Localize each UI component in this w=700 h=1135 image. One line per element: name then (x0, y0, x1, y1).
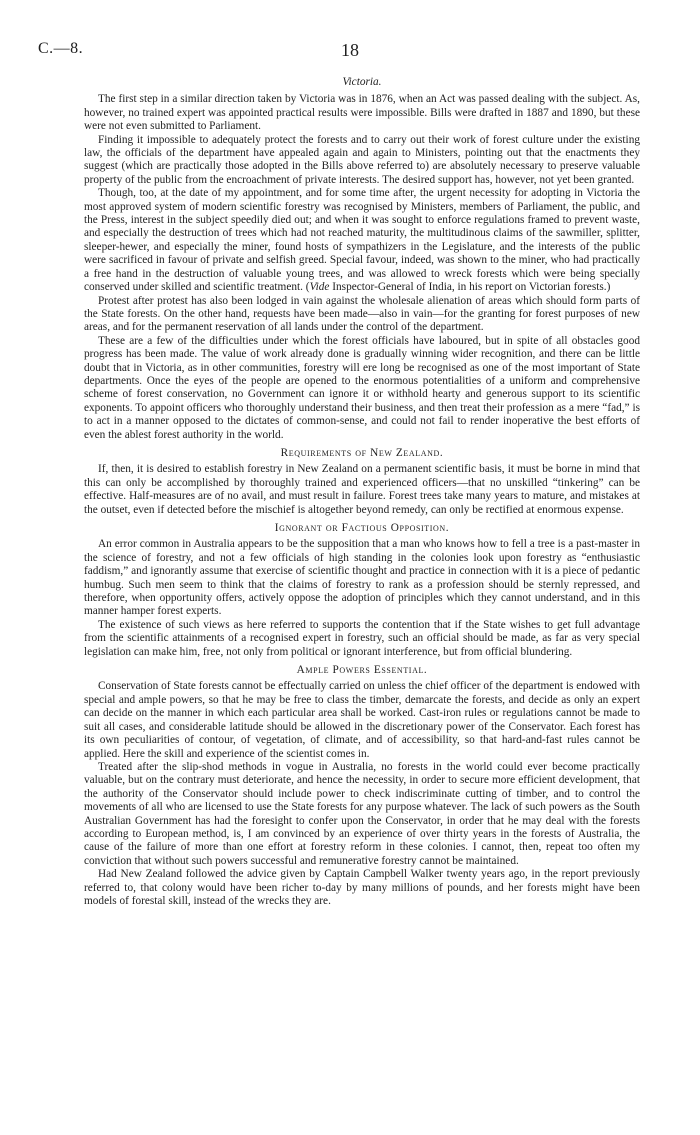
paragraph: Finding it impossible to adequately protect the forests and to carry out their work of forest culture under the existing law, the officials of the department have appealed again and again to Ministers, pointing out that the enactments they suggest (which are practically those adopted in the Bills above referred to) are absolutely necessary to preserve valuable property of the public from the encroachment of private interests. The desired support has, however, not yet been granted. (84, 133, 640, 186)
section-heading-ample-powers: Ample Powers Essential. (296, 664, 428, 677)
paragraph: The existence of such views as here referred to supports the contention that if the State wishes to get full advantage from the scientific attainments of a recognised expert in forestry, such an official should be made, as far as very special legislation can make him, free, not only from political or ignorant interference, but from official blundering. (84, 618, 640, 658)
paragraph: Treated after the slip-shod methods in vogue in Australia, no forests in the world could ever become practically valuable, but on the contrary must deteriorate, and hence the necessity, in order to secure more efficient development, that the authority of the Conservator should include power to check indiscriminate cutting of timber, and to control the movements of all who are licensed to use the State forests for any purpose whatever. The lack of such powers as the South Australian Government has had the foresight to confer upon the Conservator, in order that he may deal with the forests according to European method, is, I am convinced by an experience of over thirty years in the forests of Australia, the cause of the failure of more than one effort at forestry reform in these colonies. I cannot, then, repeat too often my conviction that without such powers successful and remunerative forestry cannot be maintained. (84, 760, 640, 867)
paragraph: Conservation of State forests cannot be effectually carried on unless the chief officer of the department is endowed with special and ample powers, so that he may be free to class the timber, demarcate the forests, and decide as only an expert can decide on the manner in which each particular area shall be worked. Cast-iron rules or regulations cannot be made to suit all cases, and considerable latitude should be allowed in the discretionary power of the Conservator. Each forest has its own peculiarities of contour, of vegetation, of climate, and of accessibility, so that hard-and-fast rules cannot be applied. Here the skill and experience of the scientist comes in. (84, 680, 640, 760)
paragraph: Protest after protest has also been lodged in vain against the wholesale alienation of areas which should form parts of the State forests. On the other hand, requests have been made—also in vain—for the granting for forest purposes of new areas, and for the permanent reservation of all lands under the control of the department. (84, 294, 640, 334)
paragraph: If, then, it is desired to establish forestry in New Zealand on a permanent scientific basis, it must be borne in mind that this can only be accomplished by thoroughly trained and experienced officers—that no unskilled “tinkering” can be effective. Half-measures are of no avail, and must result in failure. Forest trees take many years to mature, and mistakes at the outset, even if detected before the mischief is altogether beyond remedy, can only be rectified at enormous expense. (84, 463, 640, 516)
paragraph: These are a few of the difficulties under which the forest officials have laboured, but in spite of all obstacles good progress has been made. The value of work already done is gradually winning wider recognition, and there can be little doubt that in Victoria, as in other communities, forestry will ere long be recognised as one of the most important of State departments. Once the eyes of the people are opened to the enormous potentialities of a uniform and comprehensive scheme of forest conservation, no Government can ignore it or withhold hearty and generous support to its scientific exponents. To appoint officers who thoroughly understand their business, and then treat their profession as a mere “fad,” is to act in a manner opposed to the dictates of common-sense, and could not fail to render inoperative the best efforts of even the ablest forest authority in the world. (84, 334, 640, 441)
document-reference: C.—8. (38, 40, 84, 57)
section-heading-requirements: Requirements of New Zealand. (280, 446, 444, 459)
section-heading-opposition: Ignorant or Factious Opposition. (274, 522, 450, 534)
vide-italic: Vide (309, 281, 330, 294)
page-number: 18 (341, 40, 359, 60)
section-heading-victoria: Victoria. (342, 76, 382, 88)
paragraph-text: Though, too, at the date of my appointment, and for some time after, the urgent necessity for adopting in Victoria the most approved system of modern scientific forestry was recognised by Ministers, members of Parliament, the public, and the Press, interest in the subject speedily died out; and when it was sought to enforce regulations framed to prevent waste, and especially the destruction of trees which had not reached maturity, the multitudinous claims of the sawmiller, splitter, sleeper-hewer, and especially the miner, found hosts of sympathizers in the Legislature, and the interests of the public were sacrificed in favour of private and selfish greed. Special favour, indeed, was shown to the miner, who had practically a free hand in the destruction of valuable young trees, and was allowed to wreck forests which were being specially conserved under skilled and scientific treatment. (84, 187, 640, 294)
vide-note: (Vide Inspector-General of India, in his report on Victorian forests.) (305, 281, 611, 294)
paragraph: An error common in Australia appears to be the supposition that a man who knows how to fell a tree is a past-master in the science of forestry, and not a few officials of high standing in the colonies look upon forestry as “enthusiastic faddism,” and ignorantly assume that exercise of scientific thought and practice in connection with it is a piece of pedantic humbug. Such men seem to think that the claims of forestry to rank as a profession should be sternly repressed, and therefore, when opportunity offers, actively oppose the adoption of principles which they cannot understand, and in this manner hamper forest experts. (84, 538, 640, 618)
document-body (84, 76, 640, 908)
paragraph: The first step in a similar direction taken by Victoria was in 1876, when an Act was passed dealing with the subject. As, however, no trained expert was appointed practical results were impossible. Bills were drafted in 1887 and 1890, but these were not even submitted to Parliament. (84, 93, 640, 133)
paragraph (84, 187, 640, 294)
paragraph: Had New Zealand followed the advice given by Captain Campbell Walker twenty years ago, in the report previously referred to, that colony would have been richer to-day by many millions of pounds, and her forests might have been models of forestal skill, instead of the wrecks they are. (84, 868, 640, 907)
